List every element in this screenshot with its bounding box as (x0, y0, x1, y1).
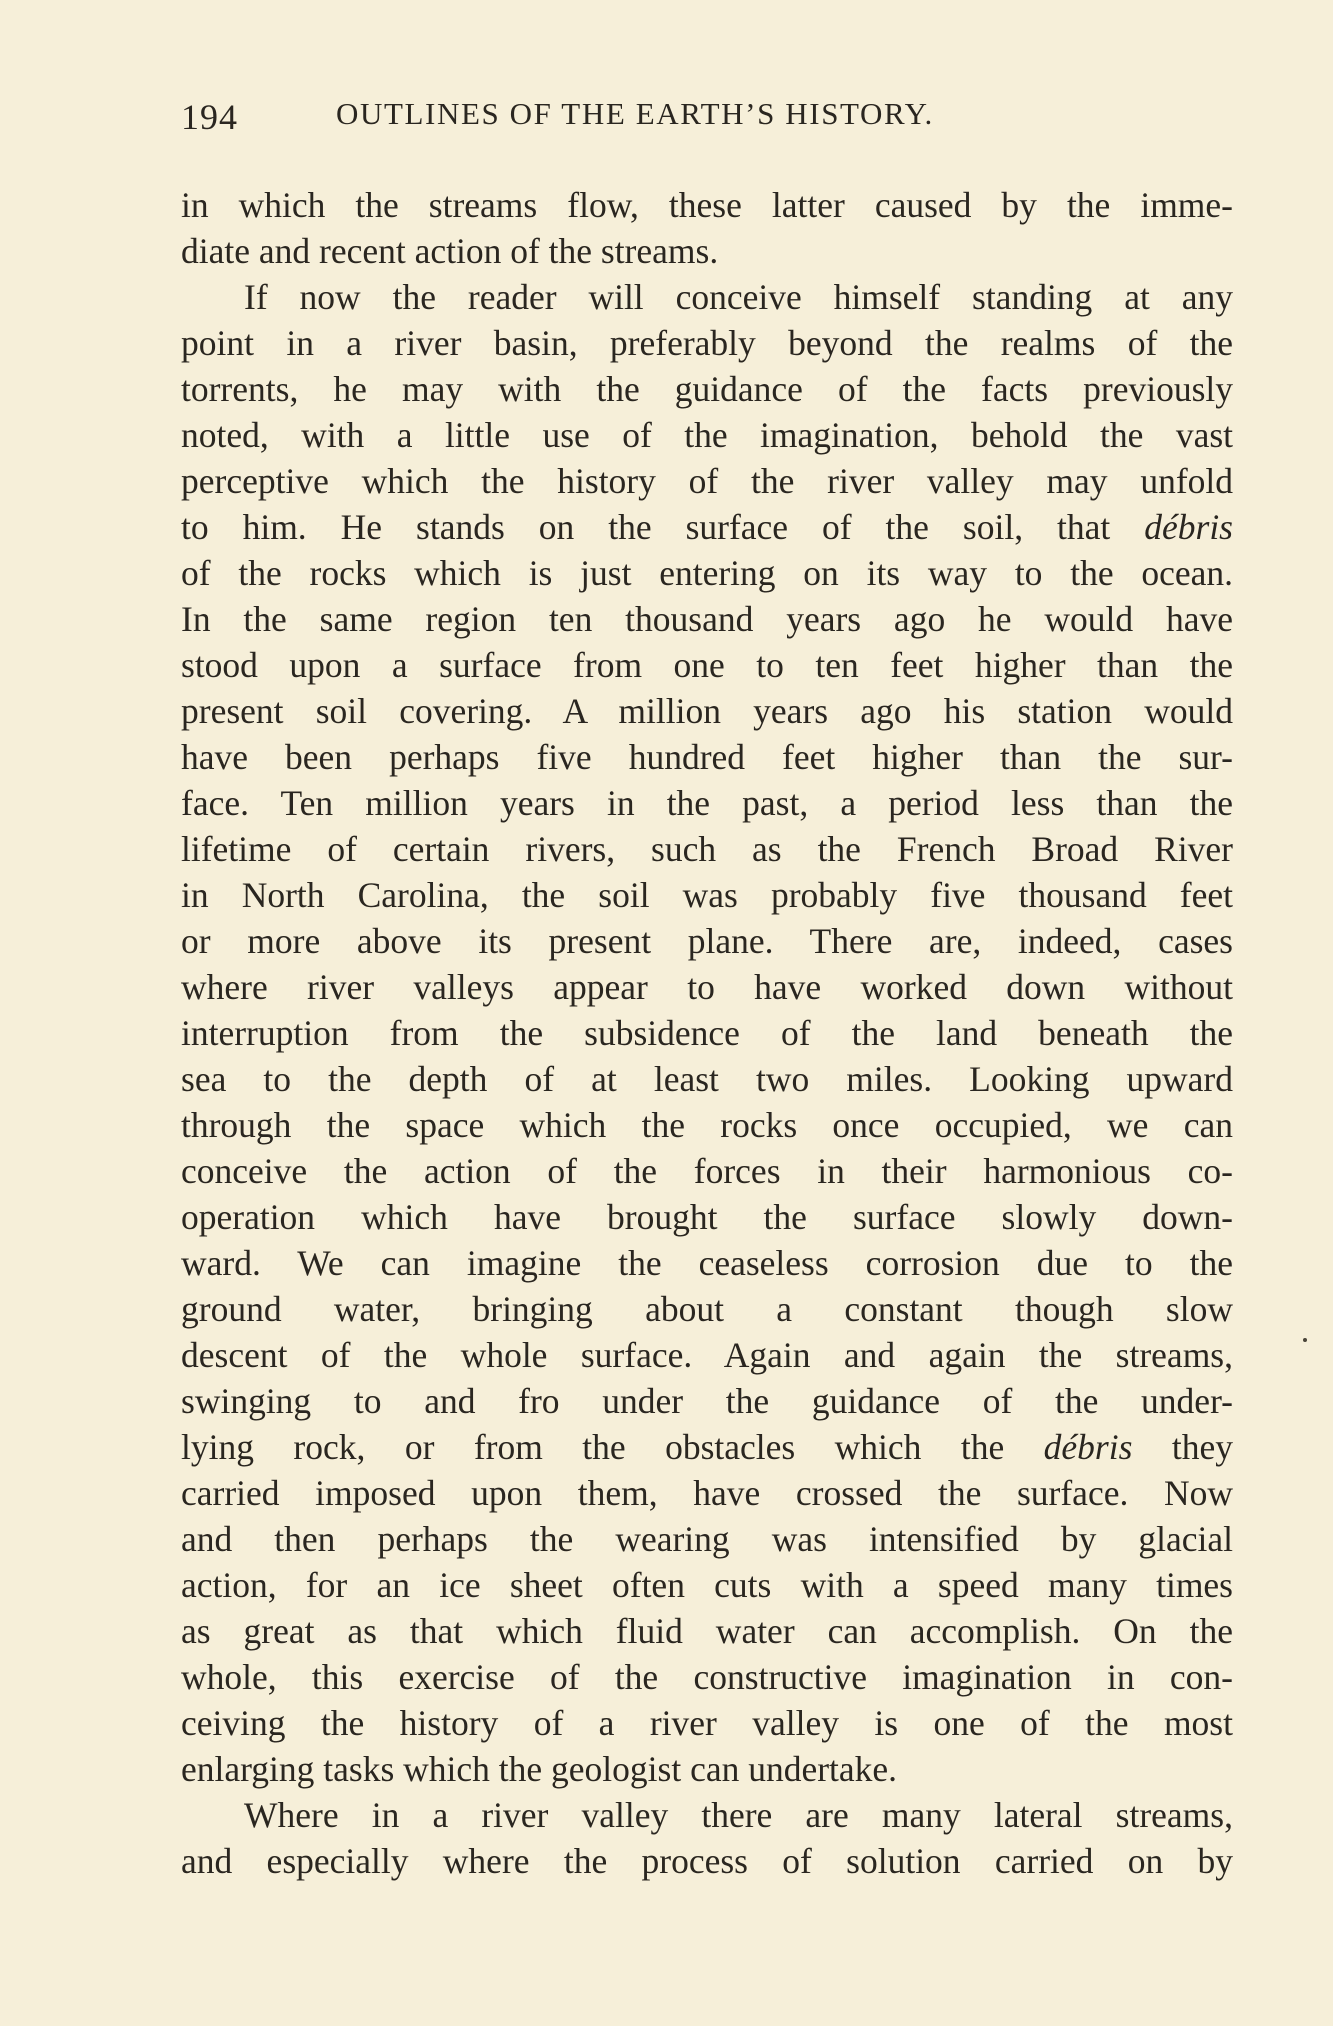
text-line: action, for an ice sheet often cuts with a speed many times (181, 1565, 1233, 1605)
text-line: and especially where the process of solution carried on by (181, 1841, 1233, 1881)
text-line: swinging to and fro under the guidance of the under- (181, 1381, 1233, 1421)
text-line-with-italic: to him. He stands on the surface of the soil, that débris (181, 507, 1233, 547)
running-title: OUTLINES OF THE EARTH’S HISTORY. (336, 96, 934, 131)
text-line: In the same region ten thousand years ago he would have (181, 599, 1233, 639)
paragraph-first-line: Where in a river valley there are many lateral streams, (244, 1795, 1233, 1835)
running-head (181, 88, 1241, 148)
text-line: and then perhaps the wearing was intensified by glacial (181, 1519, 1233, 1559)
text-line-with-italic: lying rock, or from the obstacles which the débris they (181, 1427, 1233, 1467)
text-line: as great as that which fluid water can accomplish. On the (181, 1611, 1233, 1651)
text-line: interruption from the subsidence of the land beneath the (181, 1013, 1233, 1053)
text-line: of the rocks which is just entering on its way to the ocean. (181, 553, 1233, 593)
text-line: lifetime of certain rivers, such as the French Broad River (181, 829, 1233, 869)
text-line: have been perhaps five hundred feet higher than the sur- (181, 737, 1233, 777)
text-line: noted, with a little use of the imagination, behold the vast (181, 415, 1233, 455)
paper-speck (1303, 1338, 1307, 1342)
text-line: whole, this exercise of the constructive imagination in con- (181, 1657, 1233, 1697)
text-line: carried imposed upon them, have crossed the surface. Now (181, 1473, 1233, 1513)
text-line: sea to the depth of at least two miles. Looking upward (181, 1059, 1233, 1099)
italic-word: débris (1043, 1427, 1133, 1467)
text-line: descent of the whole surface. Again and again the streams, (181, 1335, 1233, 1375)
italic-word: débris (1144, 507, 1233, 547)
text-line: ward. We can imagine the ceaseless corrosion due to the (181, 1243, 1233, 1283)
text-line: torrents, he may with the guidance of the facts previously (181, 369, 1233, 409)
text-line: ground water, bringing about a constant though slow (181, 1289, 1233, 1329)
text-line: perceptive which the history of the river valley may unfold (181, 461, 1233, 501)
text-line: face. Ten million years in the past, a period less than the (181, 783, 1233, 823)
text-line: where river valleys appear to have worked down without (181, 967, 1233, 1007)
paragraph-first-line: If now the reader will conceive himself standing at any (244, 277, 1233, 317)
text-line: ceiving the history of a river valley is one of the most (181, 1703, 1233, 1743)
text-line: in North Carolina, the soil was probably five thousand feet (181, 875, 1233, 915)
text-line: present soil covering. A million years ago his station would (181, 691, 1233, 731)
text-line: in which the streams flow, these latter caused by the imme- (181, 185, 1233, 225)
text-line: conceive the action of the forces in their harmonious co- (181, 1151, 1233, 1191)
text-line: or more above its present plane. There are, indeed, cases (181, 921, 1233, 961)
text-line: diate and recent action of the streams. (181, 231, 719, 271)
text-line: through the space which the rocks once occupied, we can (181, 1105, 1233, 1145)
page-number: 194 (181, 97, 238, 137)
text-line: enlarging tasks which the geologist can undertake. (181, 1749, 898, 1789)
text-line: stood upon a surface from one to ten feet higher than the (181, 645, 1233, 685)
text-line: operation which have brought the surface slowly down- (181, 1197, 1233, 1237)
text-line: point in a river basin, preferably beyond the realms of the (181, 323, 1233, 363)
